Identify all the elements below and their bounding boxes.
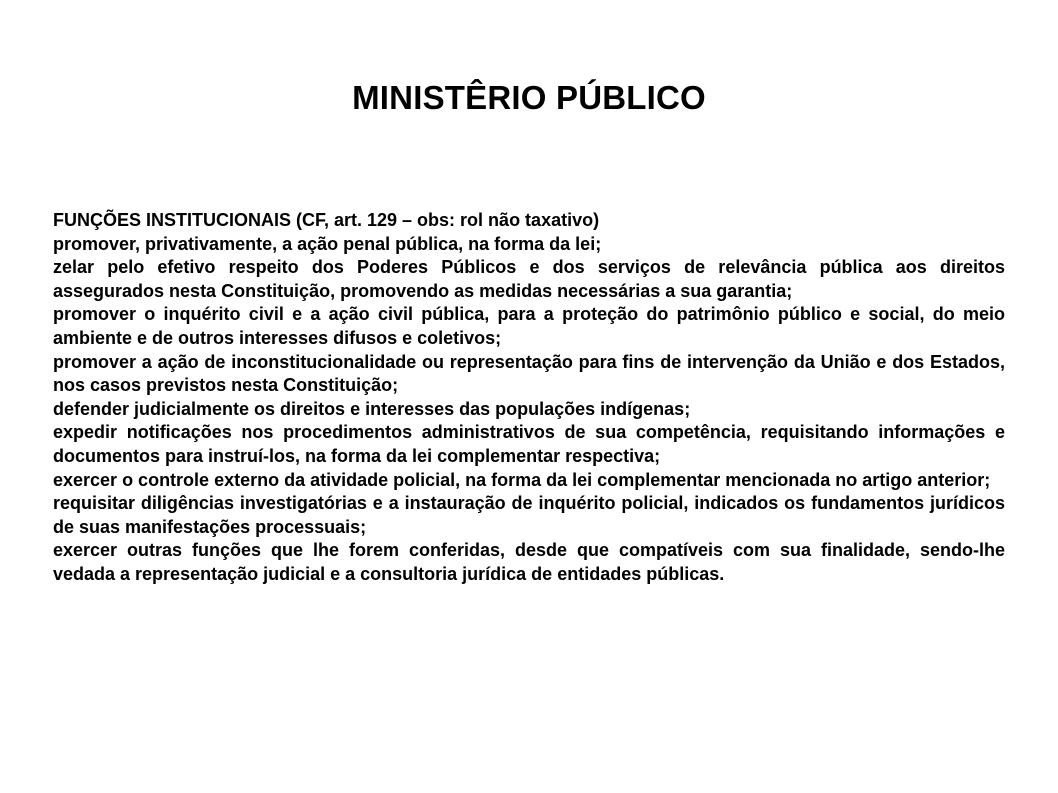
list-item: promover, privativamente, a ação penal pública, na forma da lei; <box>53 233 602 254</box>
list-item: exercer outras funções que lhe forem conferidas, desde que compatíveis com sua finalidade, sendo-lhe vedada a representação judicial e a consultoria jurídica de entidades públicas. <box>53 540 1005 584</box>
list-item: expedir notificações nos procedimentos administrativos de sua competência, requisitando informações e documentos para instruí-los, na forma da lei complementar respectiva; <box>53 422 1005 466</box>
slide-title: MINISTÊRIO PÚBLICO <box>352 79 706 116</box>
list-item: promover o inquérito civil e a ação civil pública, para a proteção do patrimônio público e social, do meio ambiente e de outros interesses difusos e coletivos; <box>53 304 1005 348</box>
list-item: requisitar diligências investigatórias e a instauração de inquérito policial, indicados os fundamentos jurídicos de suas manifestações processuais; <box>53 493 1005 537</box>
list-item: exercer o controle externo da atividade policial, na forma da lei complementar mencionada no artigo anterior; <box>53 469 991 490</box>
list-item: defender judicialmente os direitos e interesses das populações indígenas; <box>53 398 691 419</box>
slide-content <box>53 209 1005 587</box>
list-item: zelar pelo efetivo respeito dos Poderes Públicos e dos serviços de relevância pública aos direitos assegurados nesta Constituição, promovendo as medidas necessárias a sua garantia; <box>53 257 1005 301</box>
section-heading: FUNÇÕES INSTITUCIONAIS (CF, art. 129 – obs: rol não taxativo) <box>53 210 600 230</box>
list-item: promover a ação de inconstitucionalidade ou representação para fins de intervenção da União e dos Estados, nos casos previstos nesta Constituição; <box>53 351 1005 396</box>
